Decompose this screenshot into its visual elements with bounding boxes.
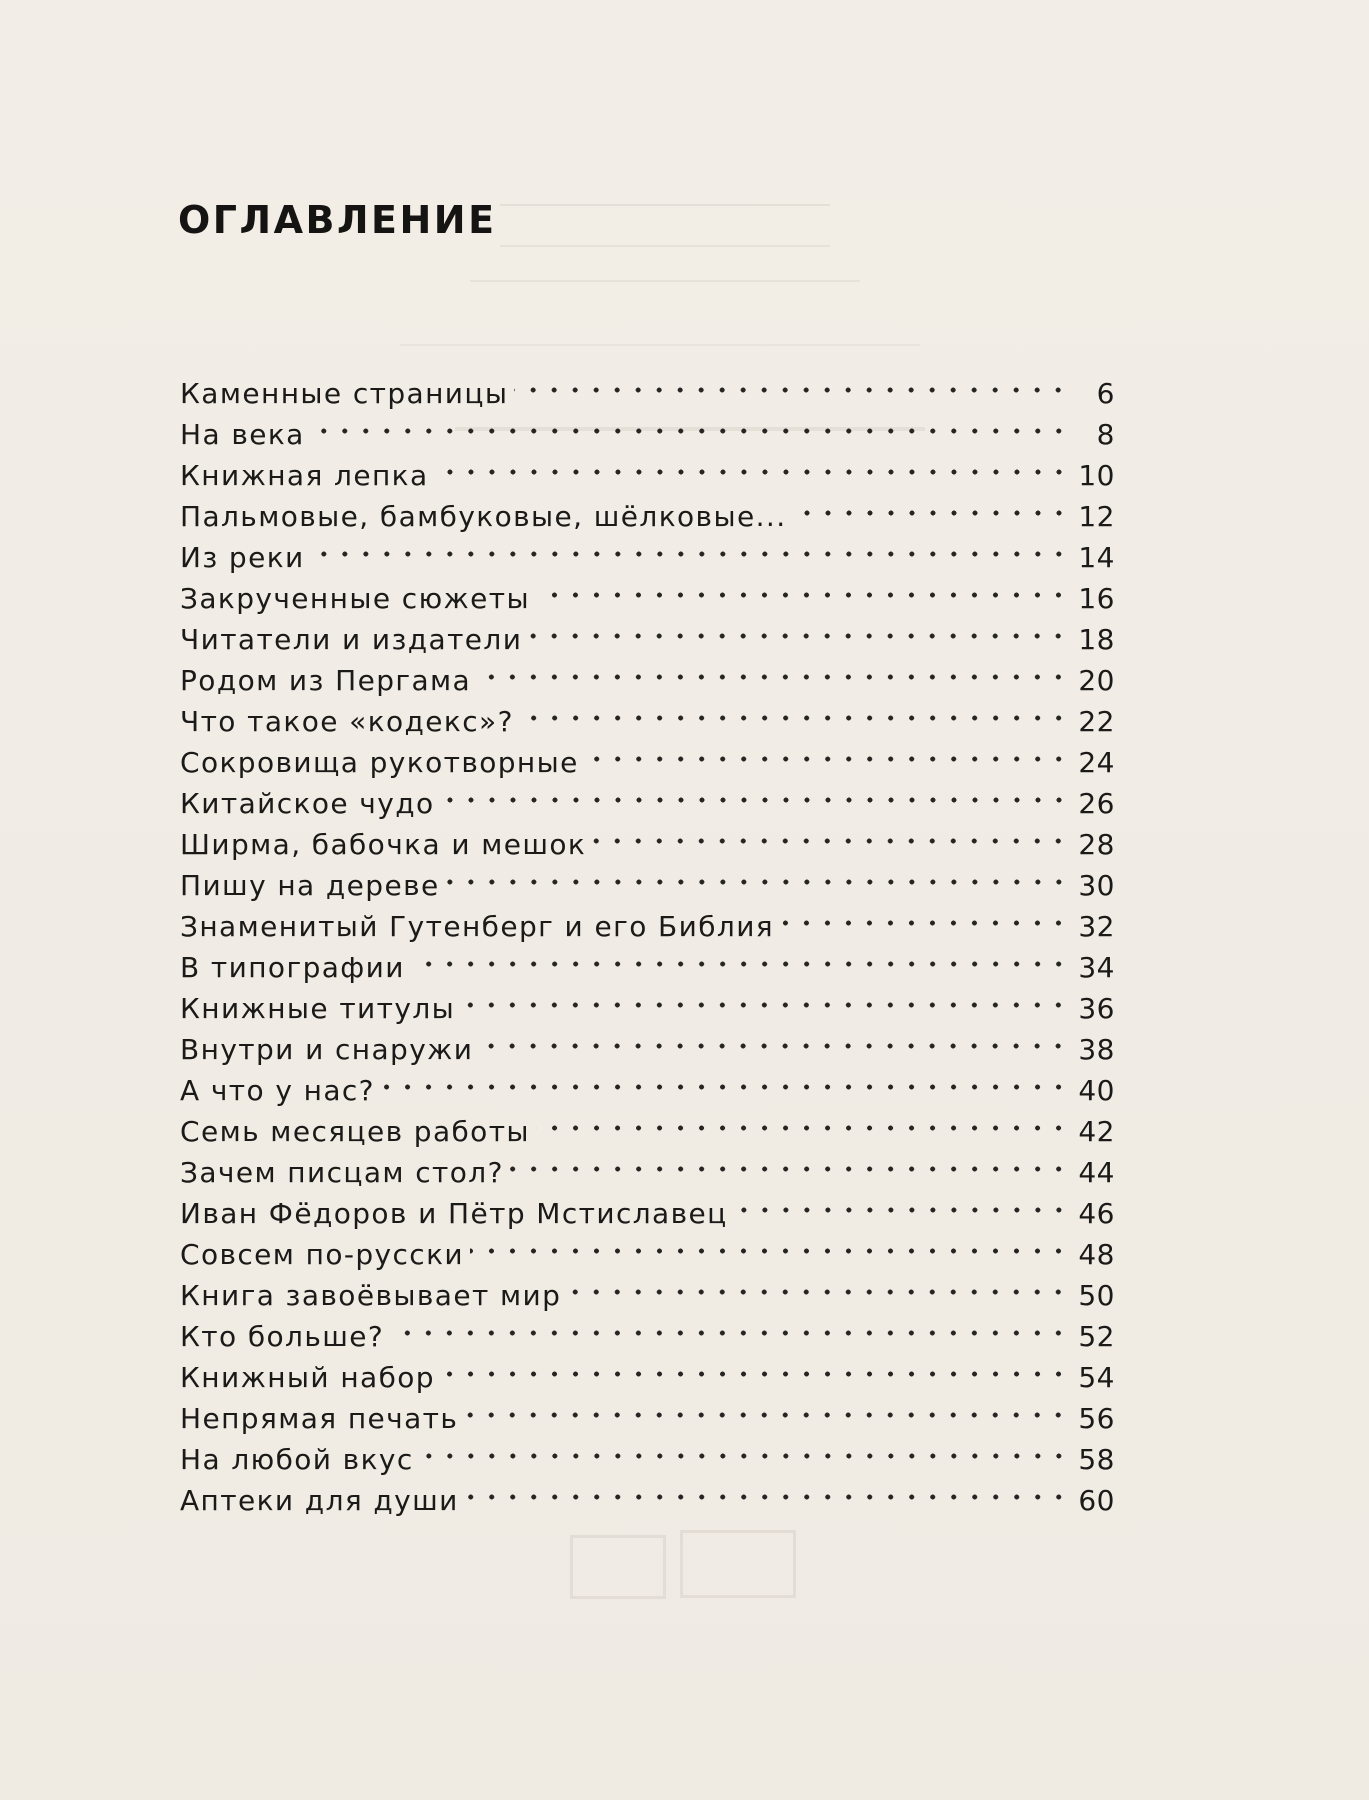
toc-entry-title: На любой вкус <box>180 1443 414 1476</box>
toc-entry <box>180 1439 1115 1480</box>
dot-leader <box>520 705 1069 731</box>
toc-entry <box>180 455 1115 496</box>
toc-page-number: 50 <box>1078 1279 1115 1312</box>
toc-entry <box>180 1357 1115 1398</box>
toc-entry <box>180 906 1115 947</box>
dot-leader <box>446 869 1069 895</box>
toc-page-number: 46 <box>1078 1197 1115 1230</box>
toc-entry-title: Ширма, бабочка и мешок <box>180 828 587 861</box>
toc-entry-title: Закрученные сюжеты <box>180 582 531 615</box>
dot-leader <box>585 746 1069 772</box>
toc-entry <box>180 578 1115 619</box>
toc-entry <box>180 537 1115 578</box>
toc-entry <box>180 1152 1115 1193</box>
toc-entry-title: Из реки <box>180 541 305 574</box>
toc-entry <box>180 414 1115 455</box>
toc-entry <box>180 373 1115 414</box>
show-through-line <box>400 344 920 358</box>
toc-page-number: 20 <box>1078 664 1115 697</box>
toc-entry-title: Сокровища рукотворные <box>180 746 579 779</box>
dot-leader <box>311 541 1069 567</box>
dot-leader <box>536 582 1069 608</box>
toc-entry <box>180 1398 1115 1439</box>
toc-entry <box>180 701 1115 742</box>
toc-entry-title: Пишу на дереве <box>180 869 440 902</box>
toc-entry <box>180 1234 1115 1275</box>
dot-leader <box>381 1074 1069 1100</box>
dot-leader <box>780 910 1069 936</box>
toc-entry <box>180 1480 1115 1521</box>
toc-entry-title: Зачем писцам стол? <box>180 1156 504 1189</box>
dot-leader <box>479 1033 1069 1059</box>
show-through-mark <box>570 1535 666 1599</box>
toc-entry <box>180 947 1115 988</box>
table-of-contents <box>180 373 1115 1521</box>
toc-entry-title: Книжная лепка <box>180 459 429 492</box>
toc-page-number: 8 <box>1096 418 1115 451</box>
dot-leader <box>461 992 1069 1018</box>
toc-page-number: 56 <box>1078 1402 1115 1435</box>
dot-leader <box>464 1402 1069 1428</box>
toc-entry-title: Внутри и снаружи <box>180 1033 474 1066</box>
dot-leader <box>514 377 1069 403</box>
toc-entry-title: Непрямая печать <box>180 1402 459 1435</box>
toc-entry-title: Иван Фёдоров и Пётр Мстиславец <box>180 1197 728 1230</box>
toc-entry-title: Книга завоёвывает мир <box>180 1279 562 1312</box>
dot-leader <box>411 951 1069 977</box>
toc-entry-title: Знаменитый Гутенберг и его Библия <box>180 910 775 943</box>
toc-entry <box>180 1070 1115 1111</box>
toc-page-number: 52 <box>1078 1320 1115 1353</box>
toc-entry-title: Каменные страницы <box>180 377 509 410</box>
dot-leader <box>390 1320 1069 1346</box>
toc-entry-title: В типографии <box>180 951 405 984</box>
dot-leader <box>441 787 1069 813</box>
toc-entry-title: Пальмовые, бамбуковые, шёлковые... <box>180 500 787 533</box>
toc-page-number: 16 <box>1078 582 1115 615</box>
toc-entry <box>180 1193 1115 1234</box>
toc-entry <box>180 1111 1115 1152</box>
toc-entry-title: А что у нас? <box>180 1074 375 1107</box>
toc-entry <box>180 1275 1115 1316</box>
toc-page-number: 44 <box>1078 1156 1115 1189</box>
dot-leader <box>528 623 1069 649</box>
toc-page-number: 30 <box>1078 869 1115 902</box>
show-through-line <box>500 245 830 257</box>
toc-page-number: 14 <box>1078 541 1115 574</box>
dot-leader <box>470 1238 1069 1264</box>
dot-leader <box>311 418 1069 444</box>
toc-entry <box>180 783 1115 824</box>
toc-entry <box>180 1029 1115 1070</box>
toc-page-number: 40 <box>1078 1074 1115 1107</box>
toc-entry-title: На века <box>180 418 305 451</box>
toc-entry-title: Книжный набор <box>180 1361 435 1394</box>
show-through-mark <box>680 1530 796 1598</box>
toc-page-number: 38 <box>1078 1033 1115 1066</box>
dot-leader <box>734 1197 1069 1223</box>
toc-page-number: 48 <box>1078 1238 1115 1271</box>
toc-page-number: 58 <box>1078 1443 1115 1476</box>
toc-page-number: 42 <box>1078 1115 1115 1148</box>
toc-entry <box>180 865 1115 906</box>
show-through-line <box>470 280 860 292</box>
toc-entry-title: Что такое «кодекс»? <box>180 705 514 738</box>
toc-page-number: 36 <box>1078 992 1115 1025</box>
dot-leader <box>567 1279 1069 1305</box>
dot-leader <box>465 1484 1069 1510</box>
dot-leader <box>420 1443 1069 1469</box>
toc-page-number: 32 <box>1078 910 1115 943</box>
toc-entry <box>180 496 1115 537</box>
show-through-line <box>500 204 830 216</box>
toc-entry <box>180 988 1115 1029</box>
dot-leader <box>793 500 1070 526</box>
toc-page-number: 18 <box>1078 623 1115 656</box>
toc-entry-title: Совсем по-русски <box>180 1238 465 1271</box>
dot-leader <box>592 828 1069 854</box>
toc-page-number: 54 <box>1078 1361 1115 1394</box>
toc-page-number: 24 <box>1078 746 1115 779</box>
toc-page-number: 22 <box>1078 705 1115 738</box>
toc-entry-title: Читатели и издатели <box>180 623 523 656</box>
toc-entry-title: Родом из Пергама <box>180 664 472 697</box>
toc-page-number: 28 <box>1078 828 1115 861</box>
toc-entry <box>180 619 1115 660</box>
toc-entry <box>180 824 1115 865</box>
dot-leader <box>477 664 1069 690</box>
toc-entry <box>180 660 1115 701</box>
toc-entry-title: Китайское чудо <box>180 787 435 820</box>
toc-page-number: 12 <box>1078 500 1115 533</box>
toc-page-number: 60 <box>1078 1484 1115 1517</box>
toc-page-number: 34 <box>1078 951 1115 984</box>
toc-page-number: 26 <box>1078 787 1115 820</box>
dot-leader <box>536 1115 1069 1141</box>
toc-page-number: 6 <box>1096 377 1115 410</box>
toc-entry-title: Аптеки для души <box>180 1484 459 1517</box>
toc-entry-title: Кто больше? <box>180 1320 385 1353</box>
dot-leader <box>435 459 1069 485</box>
page-title: ОГЛАВЛЕНИЕ <box>178 198 497 242</box>
dot-leader <box>510 1156 1069 1182</box>
toc-page-number: 10 <box>1078 459 1115 492</box>
toc-entry-title: Книжные титулы <box>180 992 456 1025</box>
toc-entry <box>180 742 1115 783</box>
toc-entry <box>180 1316 1115 1357</box>
toc-entry-title: Семь месяцев работы <box>180 1115 530 1148</box>
dot-leader <box>441 1361 1069 1387</box>
